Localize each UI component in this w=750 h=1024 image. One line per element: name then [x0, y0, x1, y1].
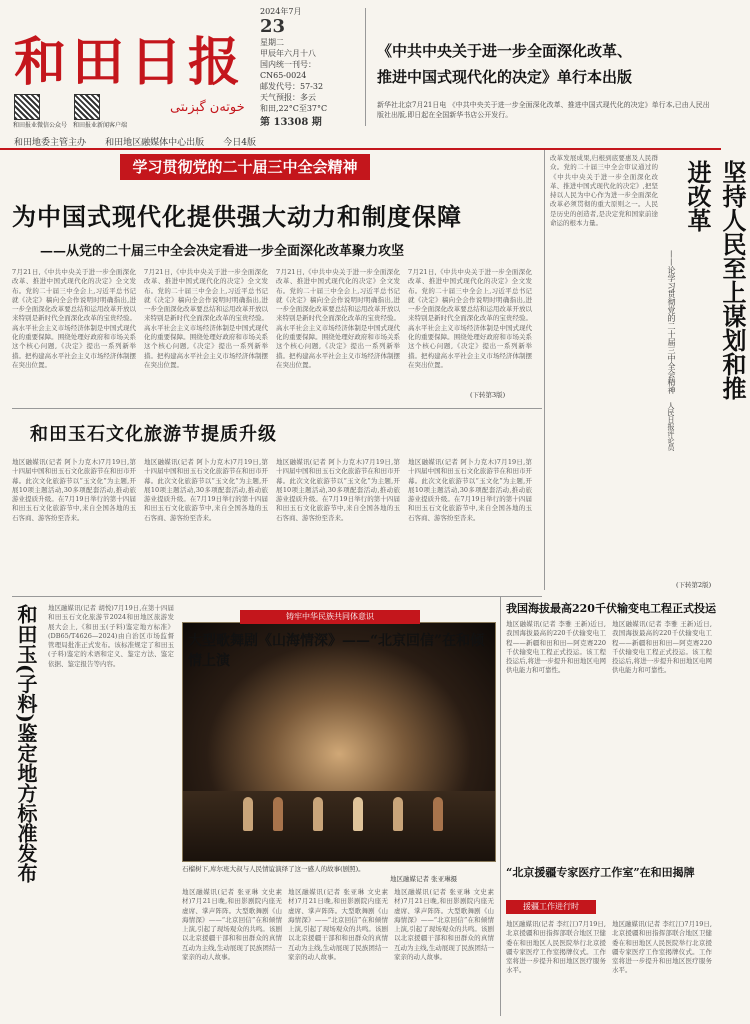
lead-subhead: ——从党的二十届三中全会决定看进一步全面深化改革聚力攻坚 — [40, 244, 405, 259]
date-block — [260, 6, 340, 128]
tourism-body-col3: 地区融媒讯(记者 阿卜力克木)7月19日,第十四届中国和田玉石文化旅游节在和田市开幕。此次文化旅游节以“玉文化”为主题,开展10项主题活动,30多项配套活动,推动旅游业提质升级。在7月19日举行的第十四届和田玉石文化旅游节中,来自全国各地的玉石客商、游客纷至沓来。 — [276, 458, 400, 522]
performance-tag: 铸牢中华民族共同体意识 — [240, 610, 420, 624]
medical-body-col1: 地区融媒讯(记者 李红江)7月19日,北京援疆和田指挥部联合地区卫健委在和田地区人民医院举行北京援疆专家医疗工作室揭牌仪式。工作室将进一步提升和田地区医疗服务水平。 — [506, 920, 606, 975]
power-project-body-col1: 地区融媒讯(记者 李雅 王新)近日,我国海拔最高的220千伏输变电工程——新疆和田和田—阿克赛220千伏输变电工程正式投运。该工程投运后,将进一步提升和田地区电网供电能力和可靠性。 — [506, 620, 606, 675]
commentary-author: 人民日报评论员 — [667, 402, 675, 451]
performance-body-col1: 地区融媒讯(记者 张亚琳 文史素材)7月21日晚,和田影剧院内座无虚席、掌声阵阵。大型歌舞剧《山海情深》——“北京回信”在和倾情上演,引起了现场观众的共鸣。该剧以北京援疆干部和和田群众的真情互动为主线,生动展现了民族团结一家亲的动人故事。 — [182, 888, 282, 962]
jade-standard-title[interactable]: 和田玉(子料)鉴定地方标准发布 — [14, 604, 38, 883]
medical-title[interactable]: “北京援疆专家医疗工作室”在和田揭牌 — [506, 866, 695, 879]
qr-label-app: 和田报业新闻客户端 — [72, 122, 127, 129]
promo-title[interactable] — [377, 38, 712, 90]
performer-figure — [353, 797, 363, 831]
header-bar — [0, 130, 721, 150]
promo-title-line2: 推进中国式现代化的决定》单行本出版 — [377, 68, 633, 86]
weekday: 星期二 — [260, 38, 284, 47]
weather-1: 天气预报：多云 — [260, 93, 316, 102]
day: 23 — [260, 16, 286, 37]
performance-body-col2: 地区融媒讯(记者 张亚琳 文史素材)7月21日晚,和田影剧院内座无虚席、掌声阵阵。大型歌舞剧《山海情深》——“北京回信”在和倾情上演,引起了现场观众的共鸣。该剧以北京援疆干部和和田群众的真情互动为主线,生动展现了民族团结一家亲的动人故事。 — [288, 888, 388, 962]
lead-continued: (下转第3版) — [470, 391, 506, 399]
power-project-body-col2: 地区融媒讯(记者 李雅 王新)近日,我国海拔最高的220千伏输变电工程——新疆和田和田—阿克赛220千伏输变电工程正式投运。该工程投运后,将进一步提升和田地区电网供电能力和可靠性。 — [612, 620, 712, 675]
page-count: 今日4版 — [223, 138, 256, 148]
lunar-date: 甲辰年六月十八 — [260, 49, 316, 58]
promo-title-line1: 《中共中央关于进一步全面深化改革、 — [377, 42, 633, 60]
qr-code-app[interactable] — [74, 94, 100, 120]
divider — [12, 408, 542, 409]
performance-body-col3: 地区融媒讯(记者 张亚琳 文史素材)7月21日晚,和田影剧院内座无虚席、掌声阵阵。大型歌舞剧《山海情深》——“北京回信”在和倾情上演,引起了现场观众的共鸣。该剧以北京援疆干部和和田群众的真情互动为主线,生动展现了民族团结一家亲的动人故事。 — [394, 888, 494, 962]
lead-body-col3: 7月21日,《中共中央关于进一步全面深化改革、推进中国式现代化的决定》全文发布。党的二十届三中全会上,习近平总书记就《决定》稿向全会作说明时明确指出,进一步全面深化改革要总结和运用改革开放以来特别是新时代全面深化改革的宝贵经验。高水平社会主义市场经济体制是中国式现代化的重要保障。围绕处理好政府和市场关系这个核心问题,《决定》提出一系列新举措。把构建高水平社会主义市场经济体制摆在突出位置。 — [276, 268, 400, 369]
tourism-body-col4: 地区融媒讯(记者 阿卜力克木)7月19日,第十四届中国和田玉石文化旅游节在和田市开幕。此次文化旅游节以“玉文化”为主题,开展10项主题活动,30多项配套活动,推动旅游业提质升级。在7月19日举行的第十四届和田玉石文化旅游节中,来自全国各地的玉石客商、游客纷至沓来。 — [408, 458, 532, 522]
masthead-uyghur-title: خوتەن گېزىتى — [170, 100, 245, 115]
weather-2: 和田,22°C至37°C — [260, 104, 328, 113]
postal-code: 邮发代号：57-32 — [260, 82, 324, 91]
performer-figure — [393, 797, 403, 831]
commentary-subtitle: ——论学习贯彻党的二十届三中全会精神 — [667, 250, 676, 394]
lead-body-col1: 7月21日,《中共中央关于进一步全面深化改革、推进中国式现代化的决定》全文发布。党的二十届三中全会上,习近平总书记就《决定》稿向全会作说明时明确指出,进一步全面深化改革要总结和运用改革开放以来特别是新时代全面深化改革的宝贵经验。高水平社会主义市场经济体制是中国式现代化的重要保障。围绕处理好政府和市场关系这个核心问题,《决定》提出一系列新举措。把构建高水平社会主义市场经济体制摆在突出位置。 — [12, 268, 136, 369]
qr-code-icon — [14, 94, 40, 120]
commentary-body: 改革发展成果,归根到底要惠及人民群众。党的二十届三中全会审议通过的《中共中央关于进一步全面深化改革、推进中国式现代化的决定》,把坚持以人民为中心作为进一步全面深化改革必须贯彻的重大原则之一。人民是历史的创造者,是决定党和国家前途命运的根本力量。 — [550, 154, 658, 228]
qr-label-wechat: 和田报业微信公众号 — [12, 122, 67, 129]
commentary-title[interactable]: 坚持人民至上谋划和推进改革 — [683, 160, 747, 400]
performer-figure — [433, 797, 443, 831]
year-month: 2024年7月 — [260, 7, 302, 16]
power-project-title[interactable]: 我国海拔最高220千伏输变电工程正式投运 — [506, 602, 716, 615]
performance-title[interactable]: 大型歌舞剧《山海情深》——“北京回信”在和倾情上演 — [188, 633, 485, 669]
tourism-body-col2: 地区融媒讯(记者 阿卜力克木)7月19日,第十四届中国和田玉石文化旅游节在和田市开幕。此次文化旅游节以“玉文化”为主题,开展10项主题活动,30多项配套活动,推动旅游业提质升级。在7月19日举行的第十四届和田玉石文化旅游节中,来自全国各地的玉石客商、游客纷至沓来。 — [144, 458, 268, 522]
divider — [544, 150, 545, 590]
medical-body-col2: 地区融媒讯(记者 李红江)7月19日,北京援疆和田指挥部联合地区卫健委在和田地区人民医院举行北京援疆专家医疗工作室揭牌仪式。工作室将进一步提升和田地区医疗服务水平。 — [612, 920, 712, 975]
section-banner: 学习贯彻党的二十届三中全会精神 — [120, 154, 370, 180]
divider — [365, 8, 366, 126]
jade-standard-body: 地区融媒讯(记者 胡悦)7月19日,在第十四届和田玉石文化旅游节2024和田地区旅游发展大会上,《和田玉(子料)鉴定地方标准》(DB65/T4626—2024)由自治区市场监督管理局批准正式发布。该标准规定了和田玉(子料)鉴定的术语和定义、鉴定方法、鉴定依据、鉴定报告等内容。 — [48, 604, 174, 668]
performer-figure — [273, 797, 283, 831]
tourism-body-col1: 地区融媒讯(记者 阿卜力克木)7月19日,第十四届中国和田玉石文化旅游节在和田市开幕。此次文化旅游节以“玉文化”为主题,开展10项主题活动,30多项配套活动,推动旅游业提质升级。在7月19日举行的第十四届和田玉石文化旅游节中,来自全国各地的玉石客商、游客纷至沓来。 — [12, 458, 136, 522]
performer-figure — [313, 797, 323, 831]
performer-figure — [243, 797, 253, 831]
medical-tag: 援疆工作进行时 — [506, 900, 596, 914]
issn: 国内统一刊号：CN65-0024 — [260, 60, 316, 80]
lead-body-col2: 7月21日,《中共中央关于进一步全面深化改革、推进中国式现代化的决定》全文发布。党的二十届三中全会上,习近平总书记就《决定》稿向全会作说明时明确指出,进一步全面深化改革要总结和运用改革开放以来特别是新时代全面深化改革的宝贵经验。高水平社会主义市场经济体制是中国式现代化的重要保障。围绕处理好政府和市场关系这个核心问题,《决定》提出一系列新举措。把构建高水平社会主义市场经济体制摆在突出位置。 — [144, 268, 268, 369]
publisher: 和田地区融媒体中心出版 — [105, 138, 205, 148]
qr-code-icon — [74, 94, 100, 120]
sponsor: 和田地委主管主办 — [14, 138, 87, 148]
qr-code-wechat[interactable] — [14, 94, 40, 120]
issue-number: 第 13308 期 — [260, 117, 322, 128]
divider — [12, 596, 542, 597]
masthead-title: 和田日报 — [14, 32, 247, 93]
divider — [500, 596, 501, 1016]
lead-headline[interactable]: 为中国式现代化提供强大动力和制度保障 — [12, 202, 462, 231]
photo-caption: 石榴树下,库尔班大叔与人民情谊演绎了这一感人的故事(剧照)。 — [182, 865, 365, 873]
promo-text: 新华社北京7月21日电 《中共中央关于进一步全面深化改革、推进中国式现代化的决定》单行本,已由人民出版社出版,即日起在全国新华书店公开发行。 — [377, 101, 710, 119]
lead-body-col4: 7月21日,《中共中央关于进一步全面深化改革、推进中国式现代化的决定》全文发布。党的二十届三中全会上,习近平总书记就《决定》稿向全会作说明时明确指出,进一步全面深化改革要总结和运用改革开放以来特别是新时代全面深化改革的宝贵经验。高水平社会主义市场经济体制是中国式现代化的重要保障。围绕处理好政府和市场关系这个核心问题,《决定》提出一系列新举措。把构建高水平社会主义市场经济体制摆在突出位置。 — [408, 268, 532, 369]
tourism-headline[interactable]: 和田玉石文化旅游节提质升级 — [30, 424, 277, 445]
stage-floor — [183, 791, 495, 861]
commentary-continued: (下转第2版) — [676, 581, 712, 589]
photo-credit: 地区融媒记者 张亚琳摄 — [390, 875, 458, 883]
